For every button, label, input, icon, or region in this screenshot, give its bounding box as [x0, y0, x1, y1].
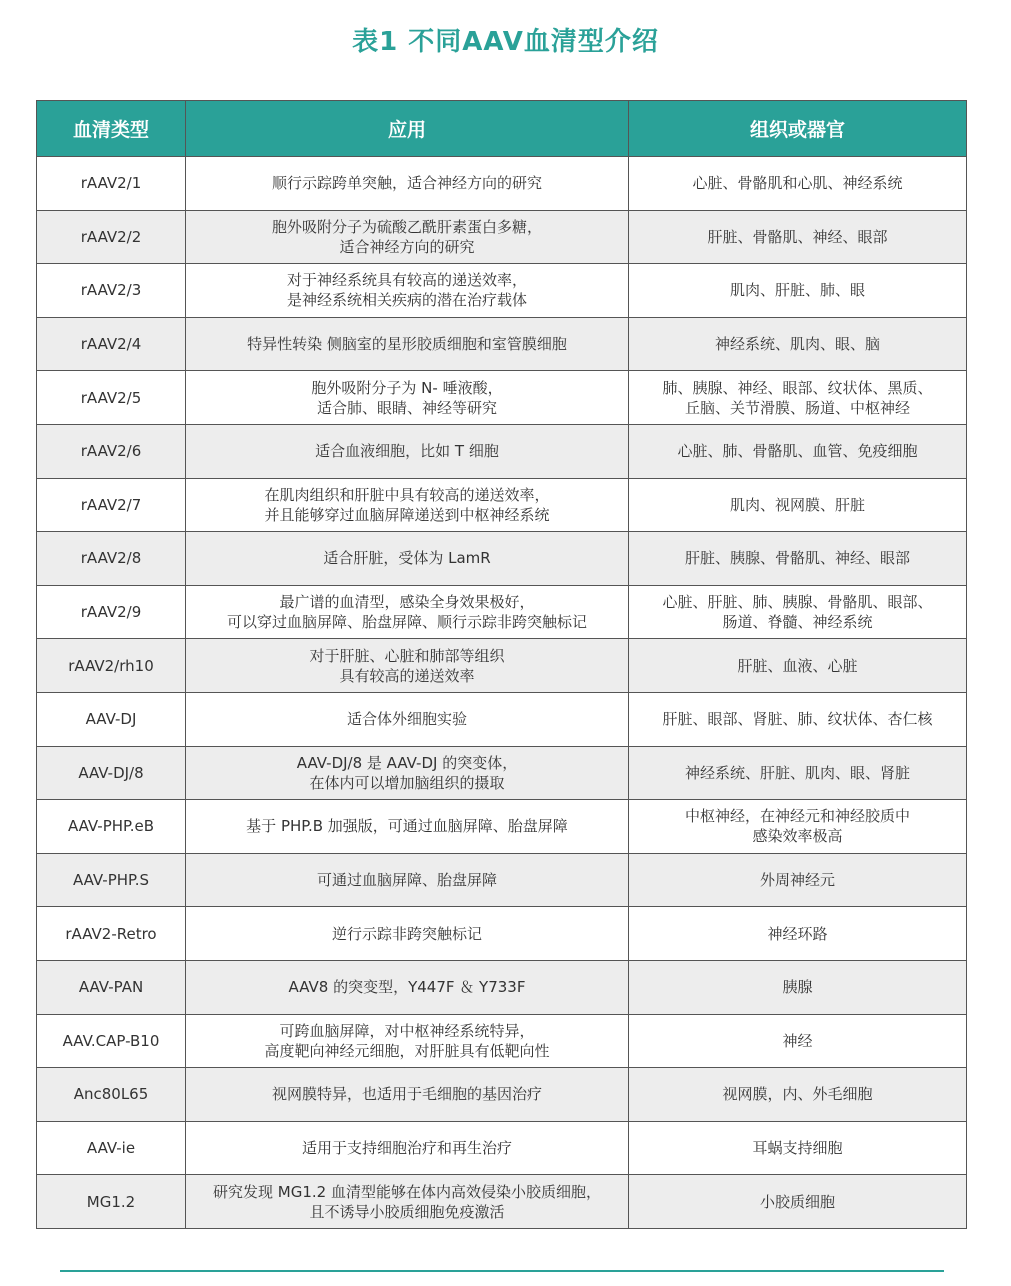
table-row: [37, 585, 967, 639]
application-cell: [186, 1175, 629, 1229]
tissue-line: 肠道、脊髓、神经系统: [722, 613, 873, 632]
table-row: [37, 1121, 967, 1175]
tissue-line: 心脏、骨骼肌和心肌、神经系统: [692, 174, 903, 193]
serotype-cell: AAV-DJ: [37, 692, 186, 746]
application-line: 可跨血脑屏障，对中枢神经系统特异，: [279, 1021, 535, 1040]
application-line: 高度靶向神经元细胞，对肝脏具有低靶向性: [264, 1041, 550, 1060]
page-title: 表1 不同AAV血清型介绍: [352, 27, 659, 57]
serotype-cell: rAAV2/8: [37, 532, 186, 586]
tissue-cell: [629, 585, 967, 639]
serotype-cell: MG1.2: [37, 1175, 186, 1229]
application-cell: [186, 853, 629, 907]
tissue-line: 视网膜，内、外毛细胞: [722, 1085, 873, 1104]
tissue-cell: [629, 424, 967, 478]
tissue-line: 心脏、肝脏、肺、胰腺、骨骼肌、眼部、: [662, 593, 933, 612]
application-cell: [186, 478, 629, 532]
application-cell: [186, 1014, 629, 1068]
application-line: 对于神经系统具有较高的递送效率，: [286, 271, 527, 290]
application-cell: [186, 800, 629, 854]
tissue-cell: [629, 1068, 967, 1122]
tissue-line: 中枢神经，在神经元和神经胶质中: [684, 807, 910, 826]
tissue-line: 神经: [782, 1031, 813, 1050]
tissue-cell: [629, 264, 967, 318]
application-line: 特异性转染 侧脑室的星形胶质细胞和室管膜细胞: [247, 335, 567, 354]
application-line: AAV8 的突变型，Y447F ＆ Y733F: [288, 978, 526, 997]
serotype-cell: rAAV2-Retro: [37, 907, 186, 961]
tissue-cell: [629, 532, 967, 586]
application-cell: [186, 1121, 629, 1175]
application-line: 适合体外细胞实验: [346, 710, 467, 729]
serotype-cell: Anc80L65: [37, 1068, 186, 1122]
serotype-cell: rAAV2/5: [37, 371, 186, 425]
tissue-line: 丘脑、关节滑膜、肠道、中枢神经: [684, 398, 910, 417]
table-row: [37, 800, 967, 854]
serotype-cell: rAAV2/3: [37, 264, 186, 318]
tissue-line: 肝脏、血液、心脏: [737, 656, 858, 675]
application-cell: [186, 264, 629, 318]
table-row: [37, 853, 967, 907]
application-line: AAV-DJ/8 是 AAV-DJ 的突变体，: [296, 753, 518, 772]
header-tissue: 组织或器官: [629, 101, 967, 157]
serotype-cell: rAAV2/2: [37, 210, 186, 264]
serotype-cell: AAV-PHP.S: [37, 853, 186, 907]
table-row: [37, 960, 967, 1014]
header-application: 应用: [186, 101, 629, 157]
table-header-row: [37, 101, 967, 157]
application-line: 适合血液细胞，比如 T 细胞: [315, 442, 499, 461]
serotype-cell: rAAV2/4: [37, 317, 186, 371]
table-row: [37, 907, 967, 961]
table-row: [37, 639, 967, 693]
serotype-cell: AAV.CAP-B10: [37, 1014, 186, 1068]
application-line: 视网膜特异，也适用于毛细胞的基因治疗: [271, 1085, 542, 1104]
serotype-cell: AAV-PHP.eB: [37, 800, 186, 854]
application-line: 适用于支持细胞治疗和再生治疗: [301, 1138, 512, 1157]
application-line: 在肌肉组织和肝脏中具有较高的递送效率，: [264, 485, 550, 504]
tissue-line: 肌肉、肝脏、肺、眼: [729, 281, 865, 300]
table-row: [37, 478, 967, 532]
application-line: 可以穿过血脑屏障、胎盘屏障、顺行示踪非跨突触标记: [226, 613, 587, 632]
application-cell: [186, 585, 629, 639]
footer-divider: [60, 1270, 944, 1272]
application-line: 对于肝脏、心脏和肺部等组织: [309, 646, 505, 665]
table-row: [37, 264, 967, 318]
tissue-cell: [629, 1014, 967, 1068]
application-cell: [186, 424, 629, 478]
table-row: [37, 1068, 967, 1122]
application-line: 胞外吸附分子为硫酸乙酰肝素蛋白多糖，: [271, 217, 542, 236]
tissue-cell: [629, 639, 967, 693]
tissue-cell: [629, 960, 967, 1014]
application-cell: [186, 532, 629, 586]
serotype-table: [36, 100, 967, 1229]
serotype-cell: AAV-PAN: [37, 960, 186, 1014]
application-line: 适合神经方向的研究: [339, 237, 475, 256]
application-cell: [186, 746, 629, 800]
tissue-cell: [629, 317, 967, 371]
header-serotype: 血清类型: [37, 101, 186, 157]
application-cell: [186, 157, 629, 211]
table-row: [37, 317, 967, 371]
application-cell: [186, 960, 629, 1014]
application-line: 是神经系统相关疾病的潜在治疗载体: [286, 291, 527, 310]
table-row: [37, 746, 967, 800]
tissue-cell: [629, 1175, 967, 1229]
application-cell: [186, 1068, 629, 1122]
serotype-cell: rAAV2/1: [37, 157, 186, 211]
tissue-line: 神经系统、肌肉、眼、脑: [714, 335, 880, 354]
serotype-cell: AAV-DJ/8: [37, 746, 186, 800]
application-line: 可通过血脑屏障、胎盘屏障: [316, 871, 497, 890]
application-line: 胞外吸附分子为 N- 唾液酸，: [311, 378, 503, 397]
serotype-cell: rAAV2/6: [37, 424, 186, 478]
application-cell: [186, 639, 629, 693]
tissue-line: 神经系统、肝脏、肌肉、眼、肾脏: [684, 763, 910, 782]
application-cell: [186, 692, 629, 746]
tissue-line: 心脏、肺、骨骼肌、血管、免疫细胞: [677, 442, 918, 461]
tissue-line: 肝脏、眼部、肾脏、肺、纹状体、杏仁核: [662, 710, 933, 729]
serotype-cell: AAV-ie: [37, 1121, 186, 1175]
table-row: [37, 424, 967, 478]
application-line: 研究发现 MG1.2 血清型能够在体内高效侵染小胶质细胞，: [213, 1182, 601, 1201]
tissue-cell: [629, 692, 967, 746]
tissue-line: 肝脏、胰腺、骨骼肌、神经、眼部: [684, 549, 910, 568]
table-body: [37, 157, 967, 1229]
table-row: [37, 532, 967, 586]
tissue-line: 耳蜗支持细胞: [752, 1138, 843, 1157]
application-cell: [186, 317, 629, 371]
tissue-line: 小胶质细胞: [759, 1192, 835, 1211]
table-row: [37, 157, 967, 211]
tissue-cell: [629, 746, 967, 800]
tissue-line: 神经环路: [767, 924, 828, 943]
tissue-line: 肌肉、视网膜、肝脏: [729, 495, 865, 514]
tissue-line: 肺、胰腺、神经、眼部、纹状体、黑质、: [662, 378, 933, 397]
tissue-cell: [629, 800, 967, 854]
serotype-cell: rAAV2/7: [37, 478, 186, 532]
table-row: [37, 1014, 967, 1068]
tissue-line: 外周神经元: [759, 871, 835, 890]
application-cell: [186, 907, 629, 961]
application-cell: [186, 210, 629, 264]
application-line: 适合肺、眼睛、神经等研究: [316, 398, 497, 417]
table-row: [37, 1175, 967, 1229]
tissue-cell: [629, 853, 967, 907]
application-line: 最广谱的血清型，感染全身效果极好，: [279, 593, 535, 612]
application-line: 基于 PHP.B 加强版，可通过血脑屏障、胎盘屏障: [246, 817, 568, 836]
table-row: [37, 210, 967, 264]
tissue-cell: [629, 371, 967, 425]
application-line: 在体内可以增加脑组织的摄取: [309, 773, 505, 792]
application-line: 并且能够穿过血脑屏障递送到中枢神经系统: [264, 505, 550, 524]
table-row: [37, 371, 967, 425]
tissue-cell: [629, 157, 967, 211]
application-line: 具有较高的递送效率: [339, 666, 475, 685]
tissue-cell: [629, 907, 967, 961]
tissue-cell: [629, 1121, 967, 1175]
application-line: 适合肝脏，受体为 LamR: [323, 549, 491, 568]
application-line: 且不诱导小胶质细胞免疫激活: [309, 1202, 505, 1221]
application-line: 顺行示踪跨单突触，适合神经方向的研究: [271, 174, 542, 193]
serotype-cell: rAAV2/9: [37, 585, 186, 639]
application-cell: [186, 371, 629, 425]
serotype-cell: rAAV2/rh10: [37, 639, 186, 693]
tissue-line: 感染效率极高: [752, 827, 843, 846]
table-row: [37, 692, 967, 746]
tissue-cell: [629, 478, 967, 532]
tissue-line: 胰腺: [782, 978, 813, 997]
tissue-line: 肝脏、骨骼肌、神经、眼部: [707, 227, 888, 246]
application-line: 逆行示踪非跨突触标记: [331, 924, 482, 943]
tissue-cell: [629, 210, 967, 264]
